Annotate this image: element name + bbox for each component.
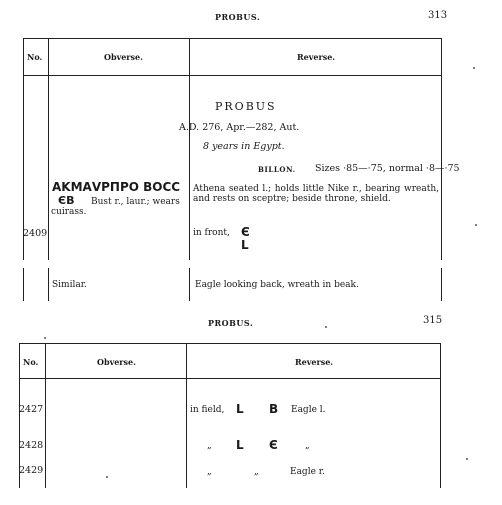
catalogue-number: 2409 [23,228,48,239]
reverse-field: in front, [193,228,230,238]
page-number: 313 [428,10,448,21]
ditto-mark: „ [207,441,212,451]
field-letter: Є [269,438,278,452]
metal-label: BILLON. [258,165,296,174]
obverse-legend-cont: ЄΒ [58,194,75,207]
catalogue-number: 2427 [19,404,44,415]
scan-speck [473,67,475,69]
scan-speck [466,458,468,460]
ditto-mark: „ [254,467,259,477]
field-letter: L [241,238,249,252]
years-in-egypt: 8 years in Egypt. [203,141,285,152]
catalogue-number: 2428 [19,440,44,451]
catalogue-number: 2429 [19,465,44,476]
scan-speck [325,326,327,328]
header-reverse: Reverse. [297,52,336,62]
obverse-description: Bust r., laur.; wears cuirass. [51,197,180,217]
sizes: Sizes ·85—·75, normal ·8—·75 [315,163,460,174]
section-title: PROBUS [215,100,277,113]
obverse-description: Similar. [52,280,87,290]
header-obverse: Obverse. [104,52,143,62]
running-head: PROBUS. [215,12,261,22]
scan-speck [44,337,46,339]
field-letter: L [236,402,244,416]
reverse-description: Eagle looking back, wreath in beak. [195,280,359,290]
reverse-description: Athena seated l.; holds little Nike r., bearing wreath, and rests on sceptre; beside throne, shield. [193,184,439,204]
ditto-mark: „ [305,441,310,451]
reign-dates: A.D. 276, Apr.—282, Aut. [179,122,300,133]
field-letter: L [236,438,244,452]
obverse-legend: ΑΚΜΑVΡΠΡΟ ΒΟCC [52,180,181,194]
header-no: No. [27,52,43,62]
running-head: PROBUS. [208,318,254,328]
field-letter: B [269,402,279,416]
page-number: 315 [423,315,443,326]
reverse-description: Eagle r. [290,467,325,477]
field-letter: Є [241,225,250,239]
header-no: No. [23,357,39,367]
header-obverse: Obverse. [97,357,136,367]
reverse-description: Eagle l. [291,405,326,415]
ditto-mark: „ [207,467,212,477]
header-reverse: Reverse. [295,357,334,367]
reverse-field: in field, [190,405,225,415]
scan-speck [475,224,477,226]
scan-speck [106,476,108,478]
